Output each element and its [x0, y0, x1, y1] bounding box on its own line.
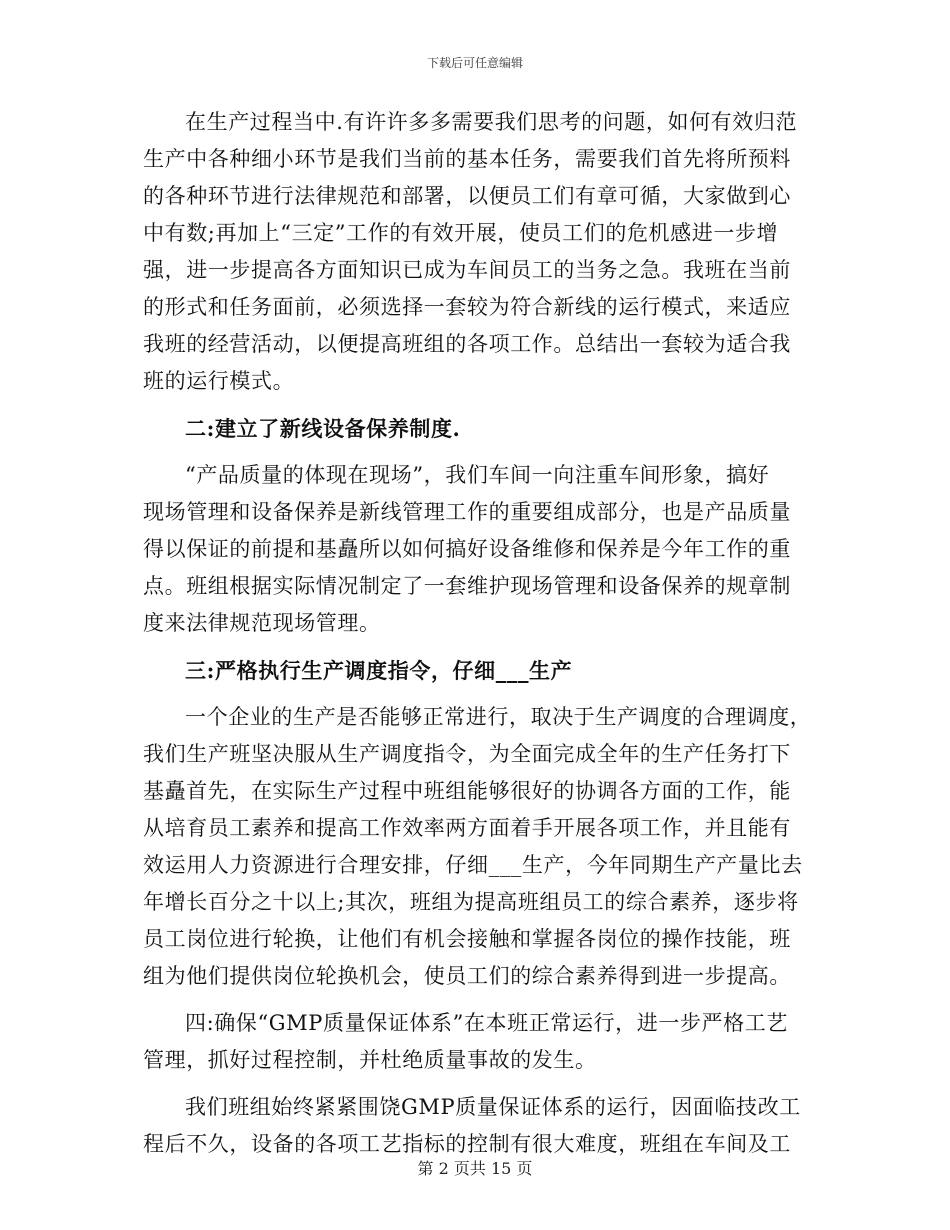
text-line: 组为他们提供岗位轮换机会，使员工们的综合素养得到进一步提高。 — [143, 964, 791, 988]
text-line: 度来法律规范现场管理。 — [143, 611, 381, 635]
text-line: 强，进一步提高各方面知识已成为车间员工的当务之急。我班在当前 — [143, 258, 791, 282]
text-line: “产品质量的体现在现场”，我们车间一向注重车间形象，搞好 — [185, 463, 770, 487]
text-line: 点。班组根据实际情况制定了一套维护现场管理和设备保养的规章制 — [143, 574, 791, 598]
text-line: 我们班组始终紧紧围饶GMP质量保证体系的运行，因面临技改工 — [185, 1095, 801, 1119]
paragraph — [143, 1005, 813, 1079]
text-line: 中有数;再加上“三定”工作的有效开展，使员工们的危机感进一步增 — [143, 221, 779, 245]
paragraph — [143, 457, 813, 642]
section-heading: 三:严格执行生产调度指令，仔细___生产 — [185, 658, 573, 683]
paragraph — [143, 104, 813, 400]
text-line: 管理，抓好过程控制，并杜绝质量事故的发生。 — [143, 1048, 597, 1072]
document-body — [143, 104, 813, 1163]
text-line: 一个企业的生产是否能够正常进行，取决于生产调度的合理调度， — [185, 705, 812, 729]
page-header: 下载后可任意编辑 — [426, 56, 523, 70]
text-line: 班的运行模式。 — [143, 369, 295, 393]
text-line: 现场管理和设备保养是新线管理工作的重要组成部分，也是产品质量 — [143, 500, 791, 524]
paragraph — [143, 1089, 813, 1163]
text-line: 从培育员工素养和提高工作效率两方面着手开展各项工作，并且能有 — [143, 816, 791, 840]
text-line: 在生产过程当中.有许许多多需要我们思考的问题，如何有效归范 — [185, 110, 798, 134]
text-line: 员工岗位进行轮换，让他们有机会接触和掌握各岗位的操作技能，班 — [143, 927, 791, 951]
text-line: 的形式和任务面前，必须选择一套较为符合新线的运行模式，来适应 — [143, 295, 791, 319]
section-heading: 二:建立了新线设备保养制度. — [185, 416, 461, 441]
page-footer: 第 2 页共 15 页 — [417, 1159, 533, 1178]
text-line: 得以保证的前提和基矗所以如何搞好设备维修和保养是今年工作的重 — [143, 537, 791, 561]
text-line: 效运用人力资源进行合理安排，仔细___生产，今年同期生产产量比去 — [143, 853, 803, 877]
text-line: 的各种环节进行法律规范和部署，以便员工们有章可循，大家做到心 — [143, 184, 791, 208]
text-line: 我班的经营活动，以便提高班组的各项工作。总结出一套较为适合我 — [143, 332, 791, 356]
text-line: 年增长百分之十以上;其次，班组为提高班组员工的综合素养，逐步将 — [143, 890, 799, 914]
text-line: 我们生产班坚决服从生产调度指令，为全面完成全年的生产任务打下 — [143, 742, 791, 766]
paragraph — [143, 699, 813, 995]
text-line: 基矗首先，在实际生产过程中班组能够很好的协调各方面的工作，能 — [143, 779, 791, 803]
text-line: 四:确保“GMP质量保证体系”在本班正常运行，进一步严格工艺 — [185, 1011, 788, 1035]
text-line: 生产中各种细小环节是我们当前的基本任务，需要我们首先将所预料 — [143, 147, 791, 171]
text-line: 程后不久，设备的各项工艺指标的控制有很大难度，班组在车间及工 — [143, 1132, 791, 1156]
